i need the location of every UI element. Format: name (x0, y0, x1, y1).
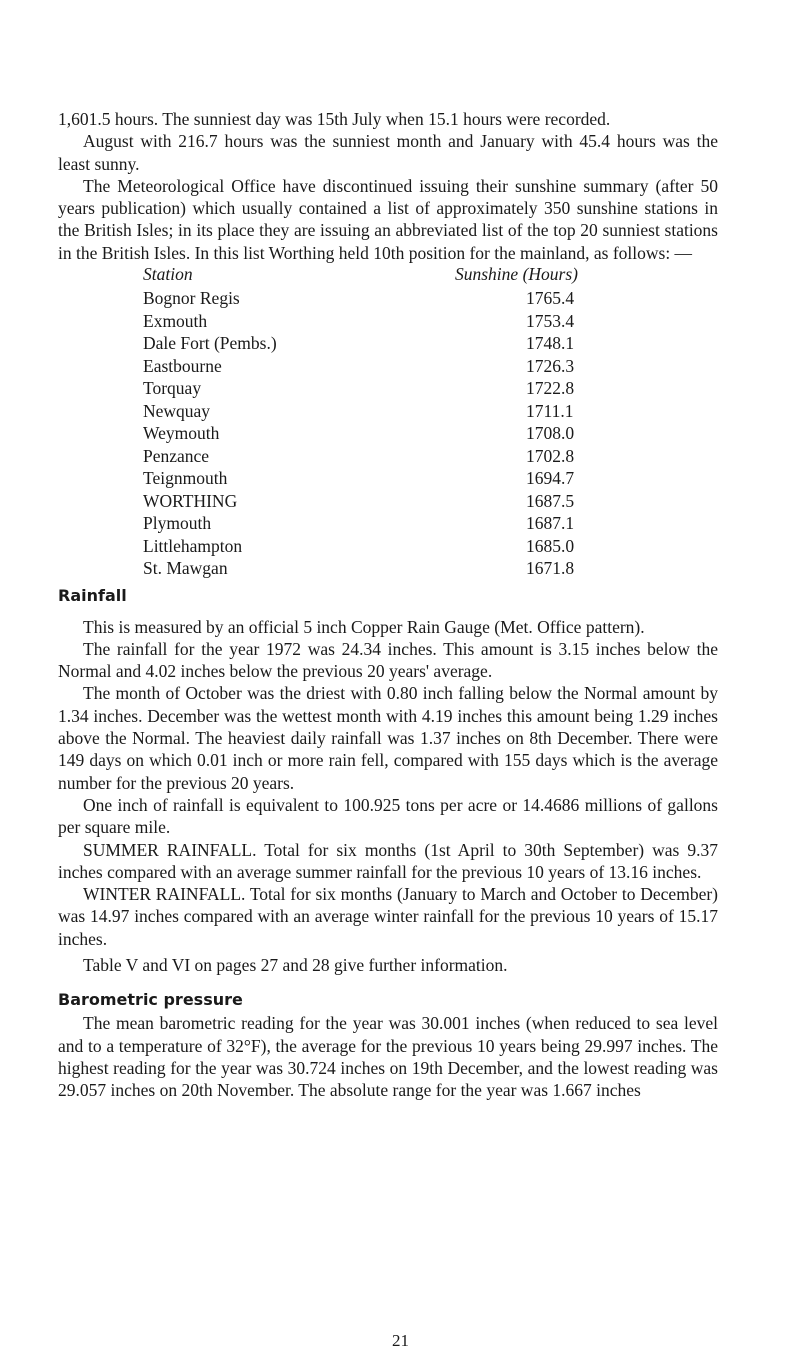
station-name: Eastbourne (143, 355, 222, 376)
table-row (58, 287, 718, 310)
table-row (58, 445, 718, 468)
station-name: Bognor Regis (143, 288, 240, 309)
station-name: WORTHING (143, 490, 238, 511)
rainfall-heading: Rainfall (58, 585, 127, 605)
station-name: Penzance (143, 445, 210, 466)
table-row (58, 535, 718, 558)
rainfall-paragraph-7: Table V and VI on pages 27 and 28 give further information. (83, 955, 508, 976)
sunshine-hours: 1753.4 (526, 310, 575, 331)
table-row (58, 512, 718, 535)
table-row (58, 355, 718, 378)
station-name: Teignmouth (143, 468, 228, 489)
table-row (58, 467, 718, 490)
rainfall-paragraph-1: This is measured by an official 5 inch Copper Rain Gauge (Met. Office pattern). (83, 616, 645, 637)
sunshine-hours: 1765.4 (526, 288, 575, 309)
table-row (58, 377, 718, 400)
rainfall-paragraph-4: One inch of rainfall is equivalent to 100.925 tons per acre or 14.4686 millions of gallons per square mile. (58, 794, 718, 838)
station-column-header: Station (143, 264, 193, 285)
sunshine-hours: 1722.8 (526, 378, 575, 399)
table-row (58, 557, 718, 580)
sunshine-hours: 1685.0 (526, 535, 575, 556)
sunshine-table (58, 287, 718, 580)
station-name: Torquay (143, 378, 202, 399)
rainfall-paragraph-2: The rainfall for the year 1972 was 24.34 inches. This amount is 3.15 inches below the Normal and 4.02 inches below the previous 20 years' average. (58, 638, 718, 682)
sunshine-hours: 1726.3 (526, 355, 575, 376)
station-name: Newquay (143, 400, 211, 421)
rainfall-paragraph-6: WINTER RAINFALL. Total for six months (January to March and October to December) was 14.97 inches compared with an average winter rainfall for the previous 10 years of 15.17 inches. (58, 884, 718, 949)
intro-paragraph-3: The Meteorological Office have discontinued issuing their sunshine summary (after 50 years publication) which usually contained a list of approximately 350 sunshine stations in the British Isles; in its place they are issuing an abbreviated list of the top 20 sunniest stations in the British Isles. In this list Worthing held 10th position for the mainland, as follows: — (58, 175, 718, 263)
barometric-heading: Barometric pressure (58, 990, 243, 1010)
table-row (58, 490, 718, 513)
sunshine-hours: 1687.5 (526, 490, 575, 511)
sunshine-hours: 1708.0 (526, 423, 575, 444)
page-body (58, 108, 718, 1102)
station-name: Dale Fort (Pembs.) (143, 333, 277, 354)
sunshine-column-header: Sunshine (Hours) (455, 264, 578, 285)
table-row (58, 400, 718, 423)
station-name: St. Mawgan (143, 558, 228, 579)
sunshine-table-header (58, 264, 718, 286)
station-name: Weymouth (143, 423, 220, 444)
sunshine-hours: 1671.8 (526, 558, 575, 579)
rainfall-paragraph-5: SUMMER RAINFALL. Total for six months (1st April to 30th September) was 9.37 inches compared with an average summer rainfall for the previous 10 years of 13.16 inches. (58, 839, 718, 882)
intro-paragraph-1: 1,601.5 hours. The sunniest day was 15th July when 15.1 hours were recorded. (58, 109, 611, 129)
barometric-paragraph-1: The mean barometric reading for the year was 30.001 inches (when reduced to sea level and to a temperature of 32°F), the average for the previous 10 years being 29.997 inches. The highest reading for the year was 30.724 inches on 19th December, and the lowest reading was 29.057 inches on 20th November. The absolute range for the year was 1.667 inches (58, 1013, 718, 1101)
sunshine-hours: 1687.1 (526, 513, 575, 534)
sunshine-hours: 1711.1 (526, 400, 574, 421)
sunshine-hours: 1694.7 (526, 468, 575, 489)
station-name: Littlehampton (143, 535, 243, 556)
intro-paragraph-2: August with 216.7 hours was the sunniest month and January with 45.4 hours was the least sunny. (58, 131, 718, 174)
rainfall-paragraph-3: The month of October was the driest with 0.80 inch falling below the Normal amount by 1.34 inches. December was the wettest month with 4.19 inches this amount being 1.29 inches above the Normal. The heaviest daily rainfall was 1.37 inches on 8th December. There were 149 days on which 0.01 inch or more rain fell, compared with 155 days which is the average number for the previous 20 years. (58, 683, 718, 793)
table-row (58, 422, 718, 445)
table-row (58, 332, 718, 355)
station-name: Exmouth (143, 310, 208, 331)
sunshine-hours: 1702.8 (526, 445, 575, 466)
station-name: Plymouth (143, 513, 212, 534)
sunshine-hours: 1748.1 (526, 333, 575, 354)
page-number: 21 (392, 1331, 409, 1350)
table-row (58, 310, 718, 333)
